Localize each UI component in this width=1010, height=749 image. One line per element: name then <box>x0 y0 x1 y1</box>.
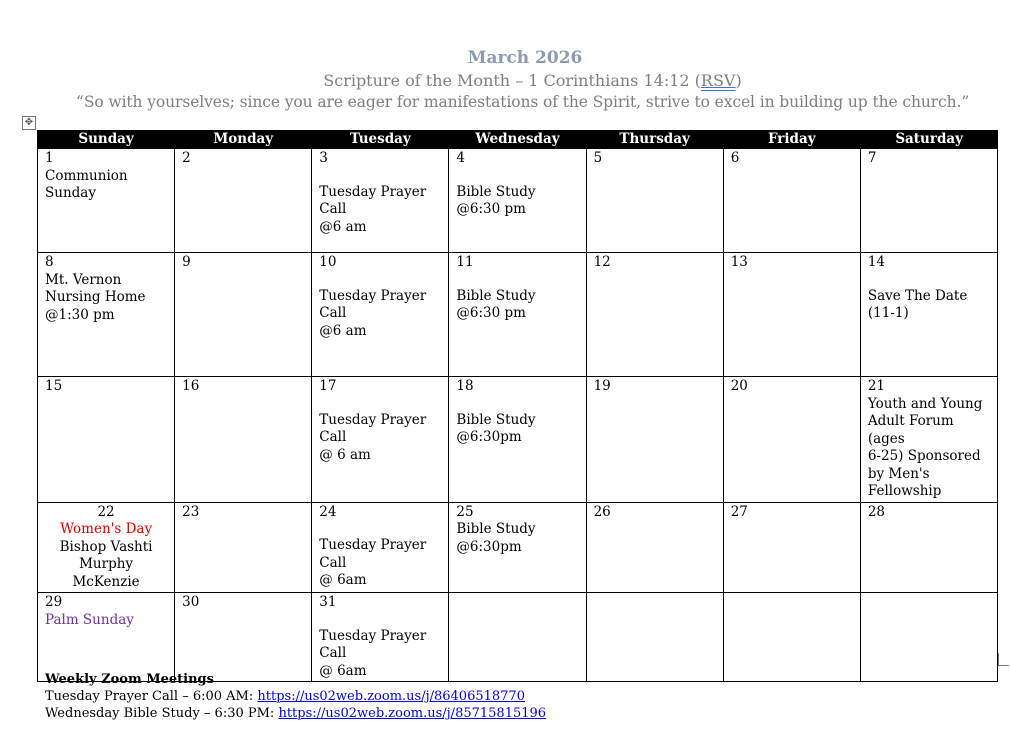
day-number: 9 <box>182 254 191 270</box>
event-text: Save The Date <box>867 287 968 304</box>
cell-spacer <box>319 272 441 288</box>
zoom-meetings-footer <box>45 671 546 722</box>
day-cell[interactable] <box>312 377 449 503</box>
day-number: 17 <box>319 378 337 394</box>
day-cell[interactable] <box>723 253 860 377</box>
table-move-handle-icon[interactable]: ✥ <box>22 116 36 130</box>
day-cell[interactable] <box>586 253 723 377</box>
prayer-call-line <box>45 688 546 705</box>
day-cell[interactable] <box>175 593 312 682</box>
day-cell[interactable] <box>723 593 860 682</box>
day-number: 18 <box>456 378 474 394</box>
bible-study-link[interactable]: https://us02web.zoom.us/j/85715815196 <box>278 706 547 721</box>
day-cell[interactable] <box>175 502 312 593</box>
day-cell[interactable] <box>860 502 997 593</box>
event-text: Youth and Young <box>867 395 983 412</box>
event-text: @ 6 am <box>319 446 371 463</box>
cell-spacer <box>319 521 441 537</box>
day-cell[interactable] <box>38 593 175 682</box>
event-text: Bible Study <box>456 183 536 200</box>
day-cell[interactable] <box>38 502 175 593</box>
event-text: @6:30pm <box>456 429 522 445</box>
day-cell[interactable] <box>449 253 586 377</box>
event-text: @6 am <box>319 322 367 339</box>
day-cell[interactable] <box>38 149 175 253</box>
cell-spacer <box>319 168 441 184</box>
day-number: 15 <box>45 378 63 394</box>
weekday-header: Saturday <box>860 130 997 149</box>
day-cell[interactable] <box>175 253 312 377</box>
day-cell[interactable] <box>449 502 586 593</box>
event-text: @6:30pm <box>456 538 522 555</box>
day-cell[interactable] <box>723 502 860 593</box>
day-cell[interactable] <box>449 149 586 253</box>
day-number: 1 <box>45 150 54 166</box>
event-text: by Men's <box>867 465 930 482</box>
event-text: Bible Study <box>456 521 536 537</box>
event-text: Bishop Vashti <box>59 538 153 555</box>
event-text: Fellowship <box>867 483 942 499</box>
day-number: 7 <box>867 150 877 166</box>
event-text: Tuesday Prayer Call <box>319 627 427 661</box>
day-number: 26 <box>593 503 611 520</box>
calendar-table <box>37 130 998 682</box>
day-cell[interactable] <box>175 149 312 253</box>
event-text: Murphy McKenzie <box>72 556 140 590</box>
day-number: 22 <box>97 503 115 520</box>
day-number: 4 <box>456 150 466 166</box>
day-number: 10 <box>319 254 337 270</box>
event-text: @6:30 pm <box>456 305 526 321</box>
event-text: Palm Sunday <box>45 611 134 628</box>
week-row <box>38 377 998 503</box>
subtitle-text: Scripture of the Month – 1 Corinthians 14:12 ( <box>323 71 701 90</box>
event-text: 6-25) Sponsored <box>867 448 981 464</box>
event-text: @6 am <box>319 218 367 235</box>
scripture-subtitle <box>0 71 1010 90</box>
day-cell[interactable] <box>860 149 997 253</box>
weekday-header: Tuesday <box>312 130 449 149</box>
day-cell[interactable] <box>175 377 312 503</box>
day-number: 30 <box>182 594 200 610</box>
subtitle-close: ) <box>735 71 742 90</box>
event-text: Sunday <box>45 185 96 201</box>
footer-heading: Weekly Zoom Meetings <box>45 672 214 687</box>
day-cell[interactable] <box>38 253 175 377</box>
cell-spacer <box>456 272 578 288</box>
day-cell[interactable] <box>312 253 449 377</box>
day-cell[interactable] <box>312 149 449 253</box>
day-cell[interactable] <box>860 593 997 682</box>
bible-study-line <box>45 705 546 722</box>
day-number: 2 <box>182 150 191 166</box>
day-cell[interactable] <box>586 377 723 503</box>
page-title: March 2026 <box>467 48 583 68</box>
week-row <box>38 502 998 593</box>
day-number: 31 <box>319 594 337 610</box>
cell-spacer <box>319 396 441 412</box>
event-text: Tuesday Prayer Call <box>319 183 427 217</box>
day-number: 14 <box>867 254 886 270</box>
event-text: Communion <box>45 167 128 184</box>
cell-spacer <box>456 168 578 184</box>
day-number: 5 <box>593 150 603 166</box>
bible-study-label: Wednesday Bible Study – 6:30 PM: <box>45 706 279 721</box>
prayer-call-link[interactable]: https://us02web.zoom.us/j/86406518770 <box>257 689 525 704</box>
day-number: 27 <box>730 503 748 520</box>
event-text: Adult Forum (ages <box>867 413 954 447</box>
event-text: Tuesday Prayer Call <box>319 537 427 571</box>
week-row <box>38 149 998 253</box>
day-cell[interactable] <box>586 593 723 682</box>
event-text: Bible Study <box>456 411 536 428</box>
day-number: 25 <box>456 503 474 520</box>
day-number: 19 <box>593 378 611 394</box>
cell-spacer <box>868 272 990 288</box>
weekday-header: Sunday <box>38 130 175 149</box>
day-cell[interactable] <box>586 502 723 593</box>
day-cell[interactable] <box>860 253 997 377</box>
day-number: 29 <box>45 594 63 610</box>
day-cell[interactable] <box>586 149 723 253</box>
day-cell[interactable] <box>449 377 586 503</box>
weekday-header: Thursday <box>586 130 723 149</box>
day-number: 21 <box>867 378 886 394</box>
event-text: Mt. Vernon <box>45 271 122 288</box>
event-text: Bible Study <box>456 287 536 304</box>
week-row <box>38 253 998 377</box>
day-number: 6 <box>730 150 740 166</box>
event-text: @ 6am <box>319 572 367 588</box>
event-text: Women's Day <box>60 521 153 537</box>
day-cell[interactable] <box>723 377 860 503</box>
day-cell[interactable] <box>312 593 449 682</box>
day-number: 23 <box>182 503 200 520</box>
day-cell[interactable] <box>312 502 449 593</box>
day-number: 20 <box>730 378 748 394</box>
weekday-header: Monday <box>175 130 312 149</box>
event-text: Nursing Home <box>45 289 146 305</box>
rsv-label: RSV <box>700 71 736 90</box>
day-cell[interactable] <box>38 377 175 503</box>
weekday-header-row <box>38 130 998 149</box>
event-text: @6:30 pm <box>456 201 526 217</box>
scripture-quote: “So with yourselves; since you are eager for manifestations of the Spirit, strive to excel in building up the church.” <box>76 93 970 111</box>
day-number: 16 <box>182 378 200 394</box>
calendar-body <box>38 149 998 682</box>
cell-spacer <box>319 612 441 628</box>
day-cell[interactable] <box>723 149 860 253</box>
weekday-header: Friday <box>723 130 860 149</box>
event-text: @1:30 pm <box>45 306 115 323</box>
event-text: (11-1) <box>867 305 909 321</box>
event-text: Tuesday Prayer Call <box>319 287 427 321</box>
event-text: @ 6am <box>319 662 367 679</box>
week-row <box>38 593 998 682</box>
weekday-header: Wednesday <box>449 130 586 149</box>
cell-spacer <box>456 396 578 412</box>
day-number: 8 <box>45 254 54 270</box>
day-number: 11 <box>456 254 474 270</box>
day-number: 3 <box>319 150 328 166</box>
day-number: 12 <box>593 254 611 270</box>
day-number: 13 <box>730 254 748 270</box>
day-cell[interactable] <box>860 377 997 503</box>
event-text: Tuesday Prayer Call <box>319 411 427 445</box>
table-resize-handle-icon[interactable] <box>998 653 1009 666</box>
day-cell[interactable] <box>449 593 586 682</box>
day-number: 28 <box>867 503 886 520</box>
day-number: 24 <box>319 503 337 520</box>
prayer-call-label: Tuesday Prayer Call – 6:00 AM: <box>45 689 258 704</box>
